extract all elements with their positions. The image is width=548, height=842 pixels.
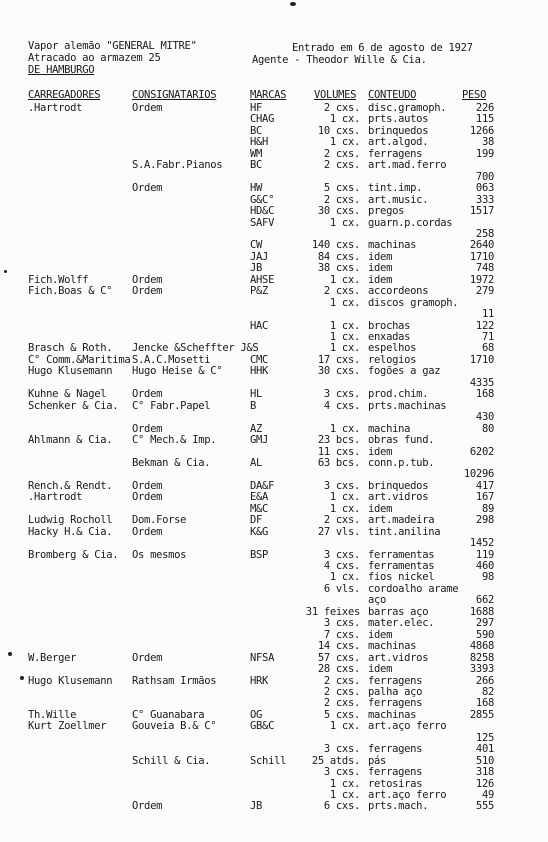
volumes-cell: 2 cxs. <box>323 147 360 160</box>
mark-cell: NFSA <box>250 651 275 664</box>
weight-cell: 4335 <box>469 376 494 389</box>
shipper-cell: Hacky H.& Cia. <box>28 525 113 538</box>
mark-cell: OG <box>250 708 263 721</box>
weight-cell: 700 <box>475 170 494 183</box>
volumes-cell: 140 cxs. <box>311 239 360 252</box>
volumes-cell: 3 cxs. <box>323 388 360 401</box>
consignee-cell: Hugo Heise & C° <box>132 365 223 378</box>
contents-cell: pás <box>368 754 387 767</box>
contents-cell: discos gramoph. <box>368 296 459 309</box>
weight-cell: 125 <box>475 731 494 744</box>
volumes-cell: 4 cxs. <box>323 399 360 412</box>
weight-cell: 279 <box>475 285 494 298</box>
volumes-cell: 1 cx. <box>329 720 360 733</box>
weight-cell: 1688 <box>469 605 494 618</box>
weight-cell: 1266 <box>469 124 494 137</box>
mark-cell: SAFV <box>250 216 275 229</box>
contents-cell: cordoalho arame <box>368 582 459 595</box>
weight-cell: 510 <box>475 754 494 767</box>
consignee-cell: Ordem <box>132 491 163 504</box>
contents-cell: prts.mach. <box>368 800 429 813</box>
volumes-cell: 28 cxs. <box>317 663 360 676</box>
weight-cell: 1710 <box>469 250 494 263</box>
volumes-cell: 14 cxs. <box>317 640 360 653</box>
arrival-date-line: Entrado em 6 de agosto de 1927 <box>292 42 473 54</box>
volumes-cell: 1 cx. <box>329 789 360 801</box>
weight-cell: 1710 <box>469 353 494 366</box>
volumes-cell: 6 vls. <box>323 582 360 595</box>
volumes-cell: 1 cx. <box>329 136 360 149</box>
contents-cell: idem <box>368 663 393 676</box>
contents-cell: art.aço ferro <box>368 720 447 733</box>
shipper-cell: Rench.& Rendt. <box>28 479 113 492</box>
contents-cell: art.vidros <box>368 651 429 664</box>
volumes-cell: 1 cx. <box>329 216 360 229</box>
consignee-cell: Bekman & Cia. <box>132 456 211 469</box>
consignee-cell: C° Guanabara <box>132 708 205 721</box>
weight-cell: 430 <box>475 411 494 424</box>
shipper-cell: Hugo Klusemann <box>28 674 113 687</box>
mark-cell: HAC <box>250 319 269 332</box>
shipper-cell: Kuhne & Nagel <box>28 388 107 401</box>
contents-cell: ferragens <box>368 743 423 756</box>
shipper-cell: .Hartrodt <box>28 102 83 114</box>
consignee-cell: S.A.C.Mosetti <box>132 353 211 366</box>
contents-cell: espelhos <box>368 342 417 355</box>
mark-cell: HRK <box>250 674 269 687</box>
volumes-cell: 4 cxs. <box>323 560 360 572</box>
col-marcas: MARCAS <box>250 89 287 101</box>
mark-cell: HD&C <box>250 205 275 218</box>
weight-cell: 1517 <box>469 205 494 218</box>
weight-cell: 298 <box>475 514 494 527</box>
consignee-cell: Rathsam Irmãos <box>132 674 217 687</box>
mark-cell: HL <box>250 388 263 401</box>
shipper-cell: C° Comm.&Maritima <box>28 353 131 366</box>
weight-cell: 98 <box>481 571 494 584</box>
volumes-cell: 2 cxs. <box>323 159 360 172</box>
volumes-cell: 63 bcs. <box>317 456 360 469</box>
contents-cell: machinas <box>368 640 417 653</box>
weight-cell: 119 <box>475 548 494 561</box>
contents-cell: brochas <box>368 319 411 332</box>
mark-cell: HF <box>250 102 263 114</box>
consignee-cell: Dom.Forse <box>132 514 187 527</box>
volumes-cell: 23 bcs. <box>317 434 360 447</box>
weight-cell: 115 <box>475 113 494 126</box>
shipper-cell: Kurt Zoellmer <box>28 720 107 733</box>
volumes-cell: 3 cxs. <box>323 548 360 561</box>
contents-cell: obras fund. <box>368 434 435 447</box>
contents-cell: aço <box>368 594 387 607</box>
mark-cell: H&H <box>250 136 269 149</box>
weight-cell: 662 <box>475 594 494 607</box>
volumes-cell: 1 cx. <box>329 319 360 332</box>
volumes-cell: 1 cx. <box>329 502 360 515</box>
contents-cell: art.aço ferro <box>368 789 447 801</box>
volumes-cell: 17 cxs. <box>317 353 360 366</box>
mark-cell: HW <box>250 182 263 195</box>
weight-cell: 2855 <box>469 708 494 721</box>
weight-cell: 6202 <box>469 445 494 458</box>
volumes-cell: 1 cx. <box>329 777 360 790</box>
mark-cell: WM <box>250 147 263 160</box>
shipper-cell: Ludwig Rocholl <box>28 514 113 527</box>
contents-cell: ferragens <box>368 766 423 779</box>
weight-cell: 80 <box>481 422 494 435</box>
weight-cell: 8258 <box>469 651 494 664</box>
volumes-cell: 2 cxs. <box>323 685 360 698</box>
contents-cell: mater.elec. <box>368 617 435 630</box>
shipper-cell: Th.Wille <box>28 708 77 721</box>
volumes-cell: 11 cxs. <box>317 445 360 458</box>
weight-cell: 10296 <box>463 468 494 481</box>
volumes-cell: 30 cxs. <box>317 365 360 378</box>
volumes-cell: 3 cxs. <box>323 743 360 756</box>
weight-cell: 748 <box>475 262 494 275</box>
volumes-cell: 2 cxs. <box>323 285 360 298</box>
volumes-cell: 2 cxs. <box>323 674 360 687</box>
consignee-cell: Ordem <box>132 285 163 298</box>
mark-cell: P&Z <box>250 285 269 298</box>
volumes-cell: 3 cxs. <box>323 479 360 492</box>
mark-cell: JB <box>250 800 263 813</box>
shipper-cell: Bromberg & Cia. <box>28 548 119 561</box>
weight-cell: 89 <box>481 502 494 515</box>
col-peso: PESO <box>462 89 487 101</box>
consignee-cell: Gouveia B.& C° <box>132 720 217 733</box>
volumes-cell: 2 cxs. <box>323 193 360 206</box>
volumes-cell: 3 cxs. <box>323 766 360 779</box>
weight-cell: 226 <box>475 102 494 114</box>
weight-cell: 590 <box>475 628 494 641</box>
contents-cell: tint.imp. <box>368 182 423 195</box>
contents-cell: enxadas <box>368 331 411 343</box>
shipper-cell: .Hartrodt <box>28 491 83 504</box>
contents-cell: brinquedos <box>368 479 429 492</box>
consignee-cell: Ordem <box>132 525 163 538</box>
mark-cell: CW <box>250 239 263 252</box>
weight-cell: 266 <box>475 674 494 687</box>
ship-name-line: Vapor alemão "GENERAL MITRE" <box>28 40 197 52</box>
contents-cell: machinas <box>368 708 417 721</box>
contents-cell: ferramentas <box>368 560 435 572</box>
volumes-cell: 38 cxs. <box>317 262 360 275</box>
contents-cell: guarn.p.cordas <box>368 216 453 229</box>
contents-cell: machinas <box>368 239 417 252</box>
volumes-cell: 1 cx. <box>329 113 360 126</box>
shipper-cell: Schenker & Cia. <box>28 399 119 412</box>
col-carregadores: CARREGADORES <box>28 89 101 101</box>
volumes-cell: 2 cxs. <box>323 697 360 710</box>
contents-cell: idem <box>368 273 393 286</box>
mark-cell: AL <box>250 456 263 469</box>
mark-cell: GMJ <box>250 434 269 447</box>
volumes-cell: 10 cxs. <box>317 124 360 137</box>
mark-cell: CMC <box>250 353 269 366</box>
shipper-cell: Fich.Wolff <box>28 273 89 286</box>
consignee-cell: Ordem <box>132 182 163 195</box>
ink-smudge <box>290 2 296 6</box>
mark-cell: BC <box>250 124 263 137</box>
mark-cell: AHSE <box>250 273 275 286</box>
mark-cell: M&C <box>250 502 269 515</box>
contents-cell: art.music. <box>368 193 429 206</box>
volumes-cell: 30 cxs. <box>317 205 360 218</box>
weight-cell: 167 <box>475 491 494 504</box>
ink-smudge <box>20 676 24 680</box>
volumes-cell: 84 cxs. <box>317 250 360 263</box>
consignee-cell: Ordem <box>132 273 163 286</box>
ink-smudge <box>8 652 12 656</box>
volumes-cell: 5 cxs. <box>323 708 360 721</box>
weight-cell: 460 <box>475 560 494 572</box>
volumes-cell: 5 cxs. <box>323 182 360 195</box>
mark-cell: JB <box>250 262 263 275</box>
contents-cell: idem <box>368 445 393 458</box>
contents-cell: tint.anilina <box>368 525 441 538</box>
shipper-cell: Brasch & Roth. <box>28 342 113 355</box>
contents-cell: ferragens <box>368 697 423 710</box>
consignee-cell: Ordem <box>132 422 163 435</box>
weight-cell: 168 <box>475 697 494 710</box>
consignee-cell: C° Fabr.Papel <box>132 399 211 412</box>
volumes-cell: 1 cx. <box>329 296 360 309</box>
volumes-cell: 1 cx. <box>329 331 360 343</box>
mark-cell: AZ <box>250 422 263 435</box>
weight-cell: 333 <box>475 193 494 206</box>
volumes-cell: 25 atds. <box>311 754 360 767</box>
consignee-cell: Ordem <box>132 102 163 114</box>
contents-cell: art.vidros <box>368 491 429 504</box>
weight-cell: 258 <box>475 227 494 240</box>
consignee-cell: S.A.Fabr.Pianos <box>132 159 223 172</box>
volumes-cell: 57 cxs. <box>317 651 360 664</box>
consignee-cell: Os mesmos <box>132 548 187 561</box>
consignee-cell: Ordem <box>132 800 163 813</box>
mark-cell: JAJ <box>250 250 269 263</box>
contents-cell: ferragens <box>368 147 423 160</box>
berth-line: Atracado ao armazem 25 <box>28 52 161 64</box>
volumes-cell: 1 cx. <box>329 491 360 504</box>
contents-cell: prts.machinas <box>368 399 447 412</box>
weight-cell: 168 <box>475 388 494 401</box>
mark-cell: K&G <box>250 525 269 538</box>
contents-cell: ferramentas <box>368 548 435 561</box>
shipper-cell: W.Berger <box>28 651 77 664</box>
contents-cell: ferragens <box>368 674 423 687</box>
consignee-cell: Jencke &Scheffter J&S <box>132 342 259 355</box>
contents-cell: palha aço <box>368 685 423 698</box>
volumes-cell: 1 cx. <box>329 422 360 435</box>
weight-cell: 68 <box>481 342 494 355</box>
volumes-cell: 1 cx. <box>329 571 360 584</box>
contents-cell: fios nickel <box>368 571 435 584</box>
weight-cell: 555 <box>475 800 494 813</box>
weight-cell: 318 <box>475 766 494 779</box>
volumes-cell: 2 cxs. <box>323 102 360 114</box>
volumes-cell: 7 cxs. <box>323 628 360 641</box>
contents-cell: idem <box>368 628 393 641</box>
col-conteudo: CONTEUDO <box>368 89 417 101</box>
consignee-cell: C° Mech.& Imp. <box>132 434 217 447</box>
volumes-cell: 6 cxs. <box>323 800 360 813</box>
col-volumes: VOLUMES <box>314 89 357 101</box>
contents-cell: barras aço <box>368 605 429 618</box>
contents-cell: fogões a gaz <box>368 365 441 378</box>
weight-cell: 1452 <box>469 537 494 550</box>
contents-cell: machina <box>368 422 411 435</box>
shipper-cell: Fich.Boas & C° <box>28 285 113 298</box>
volumes-cell: 3 cxs. <box>323 617 360 630</box>
consignee-cell: Ordem <box>132 651 163 664</box>
contents-cell: conn.p.tub. <box>368 456 435 469</box>
contents-cell: idem <box>368 502 393 515</box>
contents-cell: idem <box>368 262 393 275</box>
weight-cell: 126 <box>475 777 494 790</box>
weight-cell: 1972 <box>469 273 494 286</box>
contents-cell: accordeons <box>368 285 429 298</box>
origin-line: DE HAMBURGO <box>28 64 95 76</box>
weight-cell: 417 <box>475 479 494 492</box>
consignee-cell: Schill & Cia. <box>132 754 211 767</box>
contents-cell: idem <box>368 250 393 263</box>
contents-cell: prts.autos <box>368 113 429 126</box>
weight-cell: 11 <box>481 308 494 321</box>
weight-cell: 71 <box>481 331 494 343</box>
weight-cell: 2640 <box>469 239 494 252</box>
contents-cell: prod.chim. <box>368 388 429 401</box>
mark-cell: G&C° <box>250 193 275 206</box>
contents-cell: retosiras <box>368 777 423 790</box>
mark-cell: GB&C <box>250 720 275 733</box>
contents-cell: pregos <box>368 205 405 218</box>
mark-cell: B <box>250 399 257 412</box>
contents-cell: art.madeira <box>368 514 435 527</box>
consignee-cell: Ordem <box>132 388 163 401</box>
col-consignatarios: CONSIGNATARIOS <box>132 89 217 101</box>
consignee-cell: Ordem <box>132 479 163 492</box>
volumes-cell: 1 cx. <box>329 342 360 355</box>
volumes-cell: 31 feixes <box>305 605 360 618</box>
weight-cell: 199 <box>475 147 494 160</box>
shipper-cell: Ahlmann & Cia. <box>28 434 113 447</box>
contents-cell: brinquedos <box>368 124 429 137</box>
weight-cell: 49 <box>481 789 494 801</box>
mark-cell: E&A <box>250 491 269 504</box>
ink-smudge <box>4 270 7 273</box>
mark-cell: HHK <box>250 365 269 378</box>
weight-cell: 82 <box>481 685 494 698</box>
weight-cell: 4868 <box>469 640 494 653</box>
mark-cell: DA&F <box>250 479 275 492</box>
contents-cell: art.algod. <box>368 136 429 149</box>
mark-cell: CHAG <box>250 113 275 126</box>
mark-cell: DF <box>250 514 263 527</box>
contents-cell: disc.gramoph. <box>368 102 447 114</box>
shipper-cell: Hugo Klusemann <box>28 365 113 378</box>
weight-cell: 122 <box>475 319 494 332</box>
contents-cell: art.mad.ferro <box>368 159 447 172</box>
weight-cell: 297 <box>475 617 494 630</box>
contents-cell: relogios <box>368 353 417 366</box>
volumes-cell: 2 cxs. <box>323 514 360 527</box>
mark-cell: BSP <box>250 548 269 561</box>
mark-cell: Schill <box>250 754 287 767</box>
agent-line: Agente - Theodor Wille & Cia. <box>252 54 427 66</box>
weight-cell: 063 <box>475 182 494 195</box>
weight-cell: 401 <box>475 743 494 756</box>
weight-cell: 38 <box>481 136 494 149</box>
mark-cell: BC <box>250 159 263 172</box>
volumes-cell: 1 cx. <box>329 273 360 286</box>
volumes-cell: 27 vls. <box>317 525 360 538</box>
weight-cell: 3393 <box>469 663 494 676</box>
